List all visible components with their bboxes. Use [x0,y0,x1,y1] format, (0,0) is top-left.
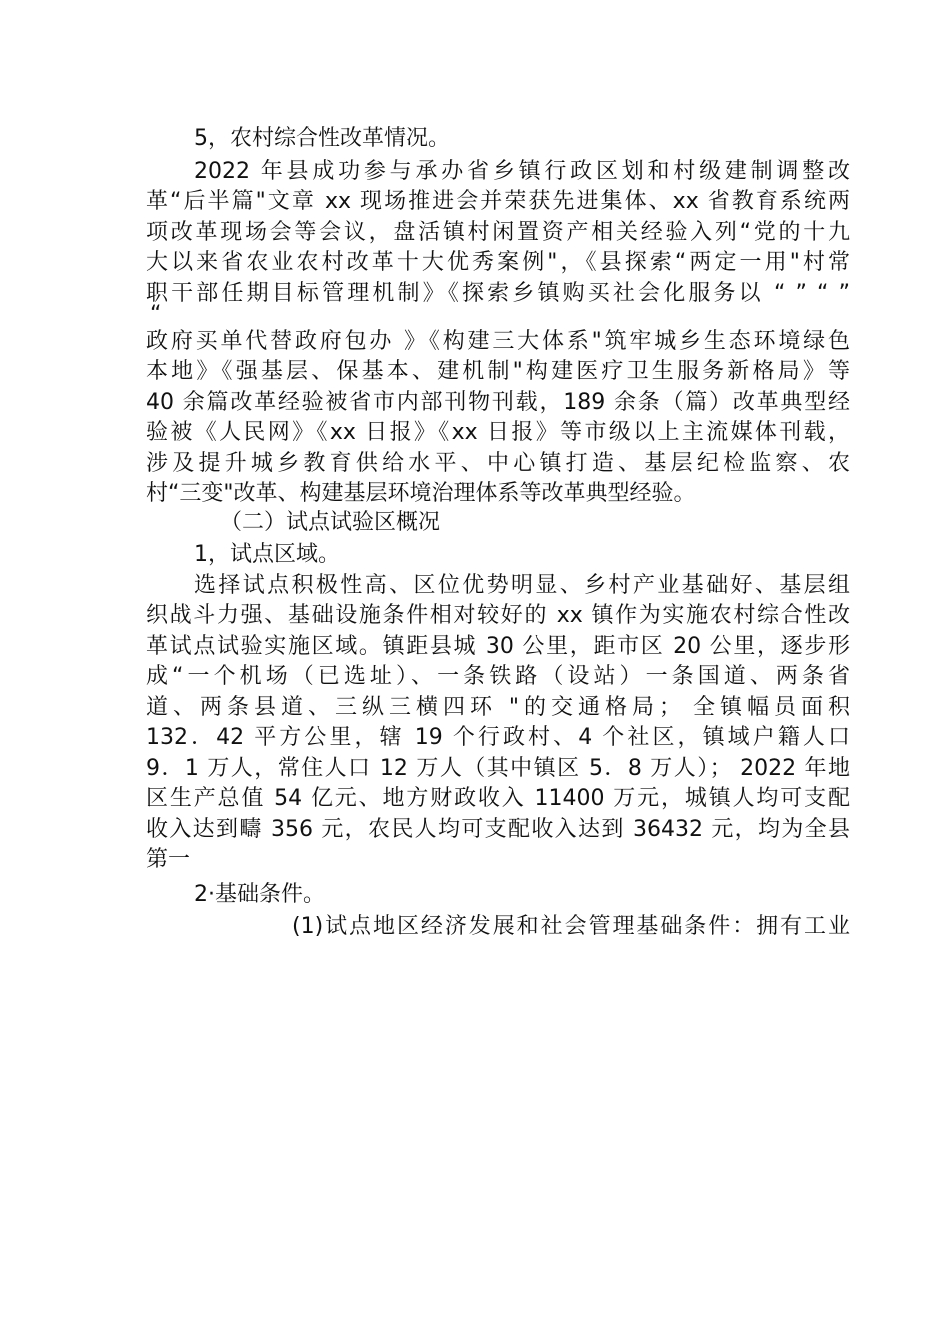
paragraph-line: 革“后半篇"文章 xx 现场推进会并荣获先进集体、xx 省教育系统两 [146,189,850,214]
paragraph-line: 道、两条县道、三纵三横四环 "的交通格局； 全镇幅员面积 [146,695,850,720]
paragraph-line: 织战斗力强、基础设施条件相对较好的 xx 镇作为实施农村综合性改 [146,603,850,628]
paragraph-line: 验被《人民网》《xx 日报》《xx 日报》等市级以上主流媒体刊载， [146,420,850,445]
paragraph-line: 成“一个机场（已选址）、一条铁路（设站）一条国道、两条省 [146,664,850,689]
paragraph-line: 收入达到疇 356 元，农民人均可支配收入达到 36432 元，均为全县 [146,817,850,842]
subsection-1-heading: 1，试点区域。 [194,542,340,567]
paragraph-line: 涉及提升城乡教育供给水平、中心镇打造、基层纪检监察、农 [146,451,850,476]
paragraph-line: 职干部任期目标管理机制》《探索乡镇购买社会化服务以 “ ” “ ” [146,281,850,306]
paragraph-line: 132．42 平方公里，辖 19 个行政村、4 个社区，镇域户籍人口 [146,725,850,750]
paragraph-line: 2022 年县成功参与承办省乡镇行政区划和村级建制调整改 [194,159,850,184]
paragraph-line: 选择试点积极性高、区位优势明显、乡村产业基础好、基层组 [194,573,850,598]
paragraph-line: 第一 [146,847,191,872]
paragraph-line: 项改革现场会等会议，盘活镇村闲置资产相关经验入列“党的十九 [146,220,850,245]
paragraph-line: 大以来省农业农村改革十大优秀案例"，《县探索“两定一用"村常 [146,250,850,275]
paragraph-line: 村“三变"改革、构建基层环境治理体系等改革典型经验。 [146,481,696,506]
paragraph-line: 9．1 万人，常住人口 12 万人（其中镇区 5．8 万人）； 2022 年地 [146,756,850,781]
paragraph-line: “ [150,302,162,327]
paragraph-line: 40 余篇改革经验被省市内部刊物刊载，189 余条（篇）改革典型经 [146,390,850,415]
section-5-heading: 5，农村综合性改革情况。 [194,126,450,151]
paragraph-line: (1)试点地区经济发展和社会管理基础条件：拥有工业 [292,914,850,939]
section-2-heading: （二）试点试验区概况 [220,510,441,535]
paragraph-line: 革试点试验实施区域。镇距县城 30 公里，距市区 20 公里，逐步形 [146,634,850,659]
paragraph-line: 区生产总值 54 亿元、地方财政收入 11400 万元，城镇人均可支配 [146,786,850,811]
subsection-2-heading: 2·基础条件。 [194,882,325,907]
paragraph-line: 政府买单代替政府包办 》《构建三大体系"筑牢城乡生态环境绿色 [146,329,850,354]
paragraph-line: 本地》《强基层、保基本、建机制"构建医疗卫生服务新格局》等 [146,359,850,384]
